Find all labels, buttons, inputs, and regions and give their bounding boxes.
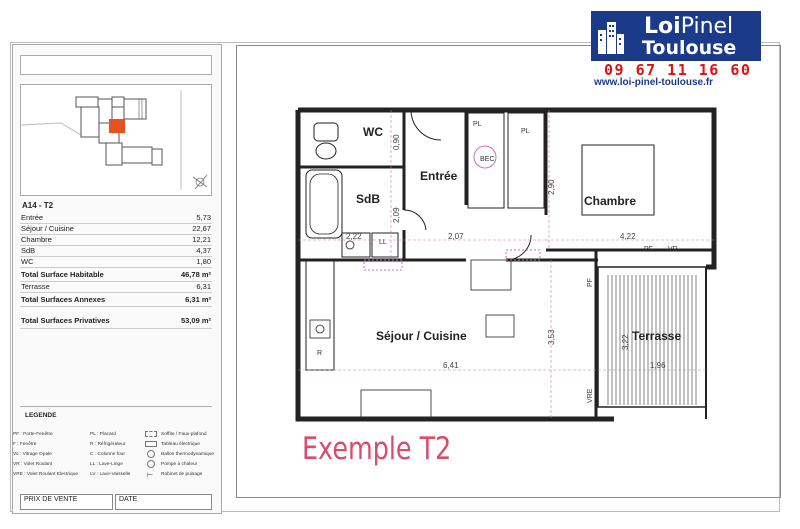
- legend-item: Vo : Vitrage Opale: [13, 452, 52, 457]
- surface-label: WC: [20, 256, 162, 267]
- dimension-label: 6,41: [443, 361, 459, 370]
- dimension-label: 4,22: [620, 232, 636, 241]
- legend-item: Tableau électrique: [161, 442, 200, 447]
- table-row: [20, 314, 212, 328]
- legend-title: LEGENDE: [25, 412, 57, 419]
- surface-value: 12,21: [162, 234, 212, 245]
- total-privatives-label: Total Surfaces Privatives: [20, 314, 162, 328]
- total-habitable-label: Total Surface Habitable: [20, 267, 162, 281]
- dimension-label: 0,90: [392, 134, 401, 150]
- label-bec: BEC: [480, 156, 495, 163]
- building-location-map: [20, 84, 212, 196]
- dimension-label: 2,90: [547, 179, 556, 195]
- room-entree: Entrée: [420, 169, 458, 183]
- surface-value: 5,73: [162, 212, 212, 223]
- room-chambre: Chambre: [584, 194, 637, 208]
- total-privatives-value: 53,09 m²: [162, 314, 212, 328]
- table-row: [20, 306, 212, 314]
- table-row: [20, 223, 212, 234]
- surface-label: Entrée: [20, 212, 162, 223]
- room-sdb: SdB: [356, 192, 380, 206]
- dimension-label: 2,07: [448, 232, 464, 241]
- logo-word-loi: Loi: [644, 14, 681, 39]
- legend-item: LL : Lave-Linge: [90, 462, 123, 467]
- terrasse-label: Terrasse: [20, 281, 162, 292]
- surface-value: 22,67: [162, 223, 212, 234]
- surface-table: [20, 212, 212, 329]
- legend-item: PF : Porte-Fenêtre: [13, 432, 53, 437]
- legend-item: R : Réfrigérateur: [90, 442, 126, 447]
- label-volet-roulant-electrique: VRE: [587, 388, 594, 403]
- surface-label: SdB: [20, 245, 162, 256]
- website-link[interactable]: www.loi-pinel-toulouse.fr: [594, 77, 714, 88]
- legend-item: VRE : Volet Roulant Electrique: [13, 472, 79, 477]
- logo-subtitle: Toulouse: [642, 37, 737, 59]
- legend-item: LV : Lave-Vaisselle: [90, 472, 131, 477]
- table-row: [20, 281, 212, 292]
- table-row: [20, 292, 212, 306]
- label-refrigerateur: R: [317, 350, 323, 357]
- label-volet-roulant: VR: [668, 246, 678, 253]
- electrical-panel-icon: [145, 441, 157, 447]
- table-row: [20, 212, 212, 223]
- label-lave-linge: LL: [379, 239, 387, 246]
- label-placard: PL: [473, 121, 482, 128]
- price-box: PRIX DE VENTE: [20, 494, 113, 510]
- label-porte-fenetre: PF: [644, 246, 653, 253]
- surface-value: 4,37: [162, 245, 212, 256]
- dimension-label: 3,22: [621, 334, 630, 350]
- room-terrasse: Terrasse: [632, 329, 682, 343]
- legend-item: VR : Volet Roulant: [13, 462, 53, 467]
- room-wc: WC: [363, 125, 383, 139]
- legend-item: Soffite / Faux-plafond: [161, 432, 207, 437]
- dimension-label: 3,53: [547, 329, 556, 345]
- legend-item: PL : Placard: [90, 432, 116, 437]
- dimension-label: 2,09: [392, 207, 401, 223]
- soffit-icon: [145, 431, 157, 437]
- terrasse-value: 6,31: [162, 281, 212, 292]
- table-row: [20, 256, 212, 267]
- table-row: [20, 234, 212, 245]
- legend-item: Pompe à chaleur: [161, 462, 198, 467]
- table-row: [20, 267, 212, 281]
- total-habitable-value: 46,78 m²: [162, 267, 212, 281]
- tap-icon: ⊢: [147, 472, 154, 479]
- surface-label: Séjour / Cuisine: [20, 223, 162, 234]
- total-annexes-label: Total Surfaces Annexes: [20, 292, 162, 306]
- label-porte-fenetre: PF: [587, 278, 594, 287]
- unit-code: A14 - T2: [22, 201, 54, 210]
- dimension-label: 2,22: [346, 232, 362, 241]
- date-box: DATE: [115, 494, 212, 510]
- heat-pump-icon: [147, 460, 155, 468]
- legend-item: F : Fenêtre: [13, 442, 37, 447]
- title-box: [20, 55, 212, 75]
- logo-word-pinel: Pinel: [680, 14, 734, 39]
- logo-title: [644, 14, 733, 39]
- surface-label: Chambre: [20, 234, 162, 245]
- legend-item: C : Colonne four: [90, 452, 125, 457]
- surface-value: 1,80: [162, 256, 212, 267]
- legend-item: Robinet de puisage: [161, 472, 203, 477]
- plan-caption: Exemple T2: [302, 431, 452, 467]
- label-placard: PL: [521, 128, 530, 135]
- legend-item: Ballon thermodynamique: [161, 452, 215, 457]
- legend-divider: [20, 406, 212, 407]
- room-sejour: Séjour / Cuisine: [376, 329, 467, 343]
- phone-number: 09 67 11 16 60: [604, 61, 752, 79]
- water-heater-icon: [147, 450, 155, 458]
- dimension-label: 1,96: [650, 361, 666, 370]
- table-row: [20, 245, 212, 256]
- total-annexes-value: 6,31 m²: [162, 292, 212, 306]
